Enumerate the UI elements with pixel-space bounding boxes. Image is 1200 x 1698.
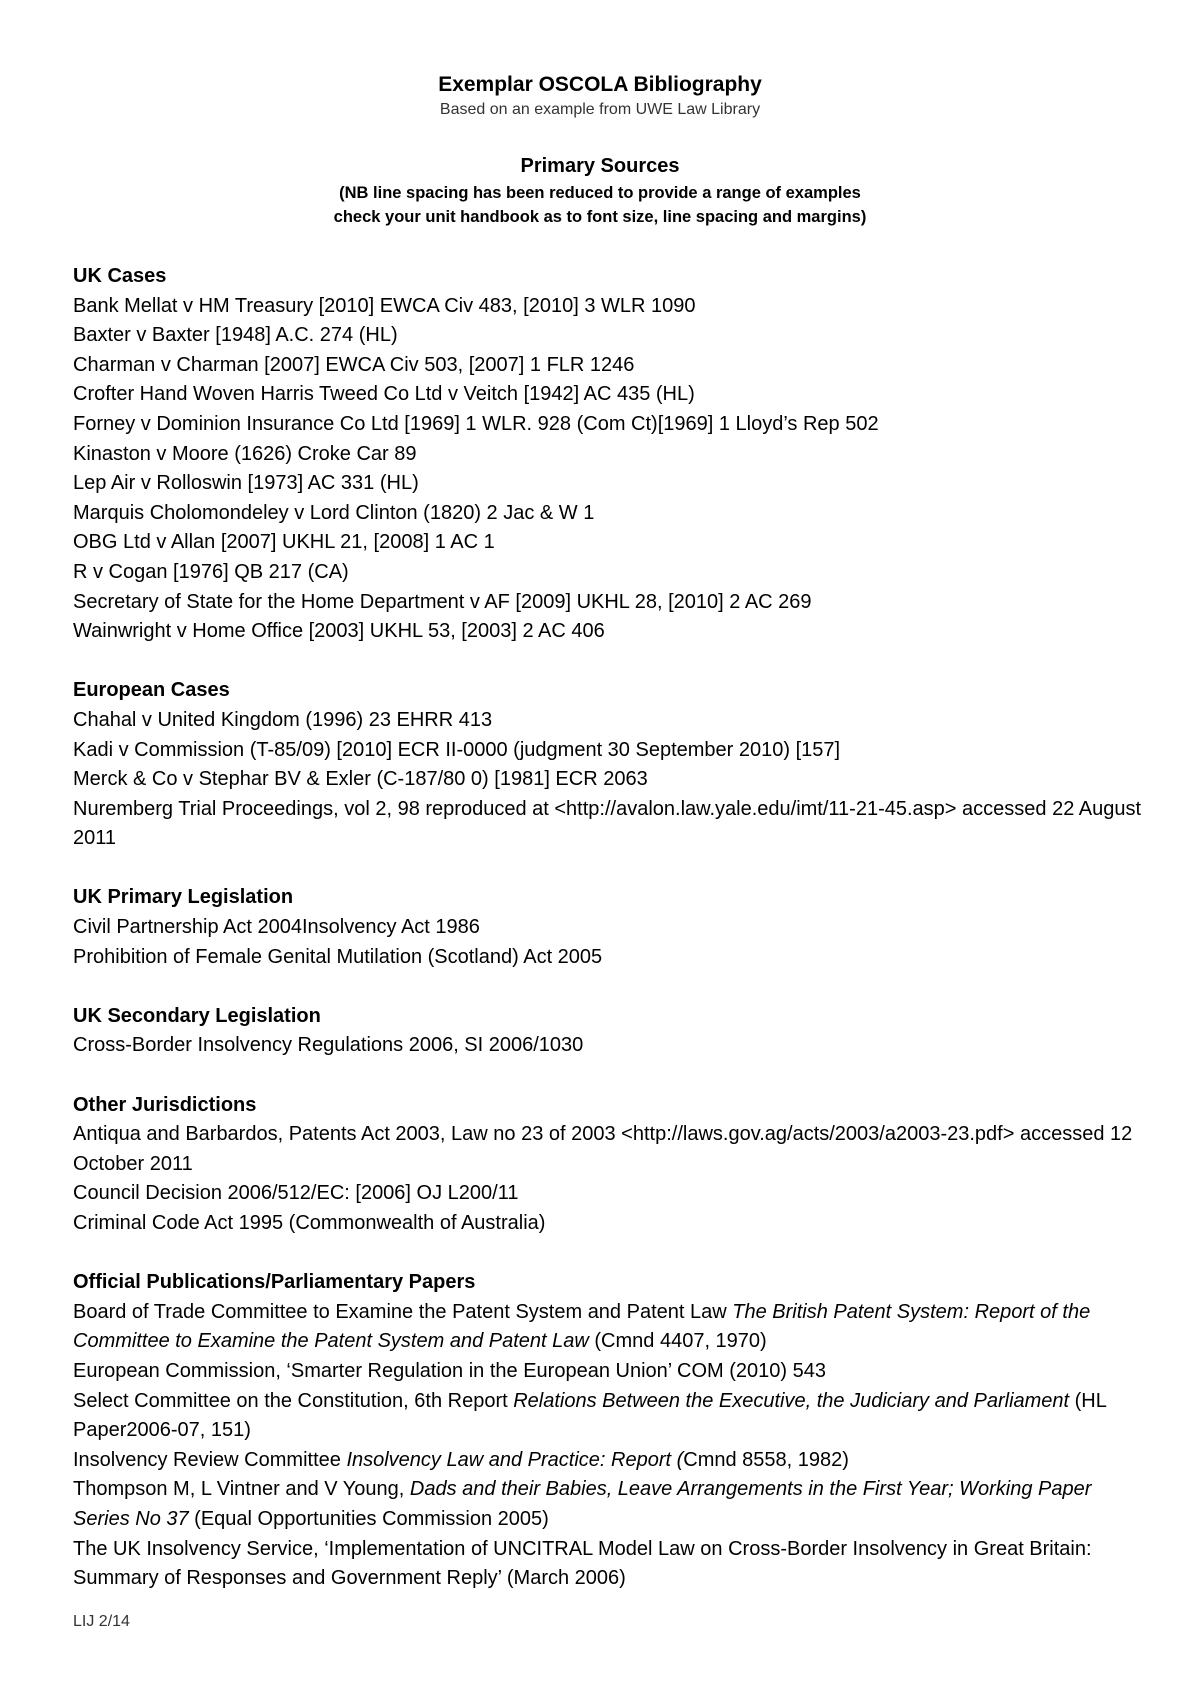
list-item: Wainwright v Home Office [2003] UKHL 53, [2003] 2 AC 406 xyxy=(73,620,605,643)
section-title: Primary Sources xyxy=(520,155,680,177)
list-item: Merck & Co v Stephar BV & Exler (C-187/80 0) [1981] ECR 2063 xyxy=(73,768,648,791)
list-item: Charman v Charman [2007] EWCA Civ 503, [2007] 1 FLR 1246 xyxy=(73,353,635,376)
list-item: The UK Insolvency Service, ‘Implementation of UNCITRAL Model Law on Cross-Border Insolvency in Great Britain: Summary of Responses and Government Reply’ (March 2006) xyxy=(73,1537,1092,1590)
list-item: Chahal v United Kingdom (1996) 23 EHRR 413 xyxy=(73,708,493,731)
heading-european-cases: European Cases xyxy=(73,679,230,702)
list-item: Board of Trade Committee to Examine the Patent System and Patent Law The British Patent System: Report of the Committee to Examine the Patent System and Patent Law (Cmnd 4407, 1970) xyxy=(73,1300,1091,1353)
list-item: Crofter Hand Woven Harris Tweed Co Ltd v Veitch [1942] AC 435 (HL) xyxy=(73,383,695,406)
heading-uk-secondary-legislation: UK Secondary Legislation xyxy=(73,1004,321,1027)
list-item: Bank Mellat v HM Treasury [2010] EWCA Civ 483, [2010] 3 WLR 1090 xyxy=(73,294,696,317)
list-item: Civil Partnership Act 2004Insolvency Act 1986 xyxy=(73,916,480,939)
list-item: Kadi v Commission (T-85/09) [2010] ECR II-0000 (judgment 30 September 2010) [157] xyxy=(73,738,841,761)
list-item: Kinaston v Moore (1626) Croke Car 89 xyxy=(73,442,417,465)
list-item: Council Decision 2006/512/EC: [2006] OJ L200/11 xyxy=(73,1182,519,1205)
document-title: Exemplar OSCOLA Bibliography xyxy=(438,73,762,96)
list-item: Insolvency Review Committee Insolvency Law and Practice: Report (Cmnd 8558, 1982) xyxy=(73,1448,849,1471)
bibliography-body xyxy=(73,262,1153,1594)
list-item: Nuremberg Trial Proceedings, vol 2, 98 reproduced at <http://avalon.law.yale.edu/imt/11-21-45.asp> accessed 22 August 2011 xyxy=(73,797,1142,850)
heading-other-jurisdictions: Other Jurisdictions xyxy=(73,1093,257,1116)
document-subtitle: Based on an example from UWE Law Library xyxy=(439,101,761,118)
list-item: Criminal Code Act 1995 (Commonwealth of Australia) xyxy=(73,1212,546,1234)
list-item: Select Committee on the Constitution, 6th Report Relations Between the Executive, the Judiciary and Parliament (HL Paper2006-07, 151) xyxy=(73,1389,1107,1442)
list-item: Cross-Border Insolvency Regulations 2006, SI 2006/1030 xyxy=(73,1034,584,1057)
list-item: Forney v Dominion Insurance Co Ltd [1969] 1 WLR. 928 (Com Ct)[1969] 1 Lloyd’s Rep 502 xyxy=(73,412,879,435)
list-item: European Commission, ‘Smarter Regulation in the European Union’ COM (2010) 543 xyxy=(73,1359,826,1382)
list-item: OBG Ltd v Allan [2007] UKHL 21, [2008] 1 AC 1 xyxy=(73,531,495,554)
heading-uk-primary-legislation: UK Primary Legislation xyxy=(73,886,294,909)
list-item: Secretary of State for the Home Department v AF [2009] UKHL 28, [2010] 2 AC 269 xyxy=(73,590,812,613)
note-line-1: (NB line spacing has been reduced to provide a range of examples xyxy=(339,184,861,202)
list-item: Prohibition of Female Genital Mutilation (Scotland) Act 2005 xyxy=(73,945,603,968)
note-line-2: check your unit handbook as to font size, line spacing and margins) xyxy=(333,208,867,226)
heading-official-publications: Official Publications/Parliamentary Papers xyxy=(73,1271,476,1294)
list-item: Baxter v Baxter [1948] A.C. 274 (HL) xyxy=(73,324,398,347)
list-item: Lep Air v Rolloswin [1973] AC 331 (HL) xyxy=(73,472,419,495)
list-item: Thompson M, L Vintner and V Young, Dads and their Babies, Leave Arrangements in the First Year; Working Paper Series No 37 (Equal Opportunities Commission 2005) xyxy=(73,1478,1092,1530)
heading-uk-cases: UK Cases xyxy=(73,265,167,287)
list-item: R v Cogan [1976] QB 217 (CA) xyxy=(73,560,349,583)
footer-code: LIJ 2/14 xyxy=(73,1613,130,1630)
list-item: Antiqua and Barbardos, Patents Act 2003, Law no 23 of 2003 <http://laws.gov.ag/acts/2003/a2003-23.pdf> accessed 12 October 2011 xyxy=(73,1123,1133,1175)
list-item: Marquis Cholomondeley v Lord Clinton (1820) 2 Jac & W 1 xyxy=(73,501,595,524)
